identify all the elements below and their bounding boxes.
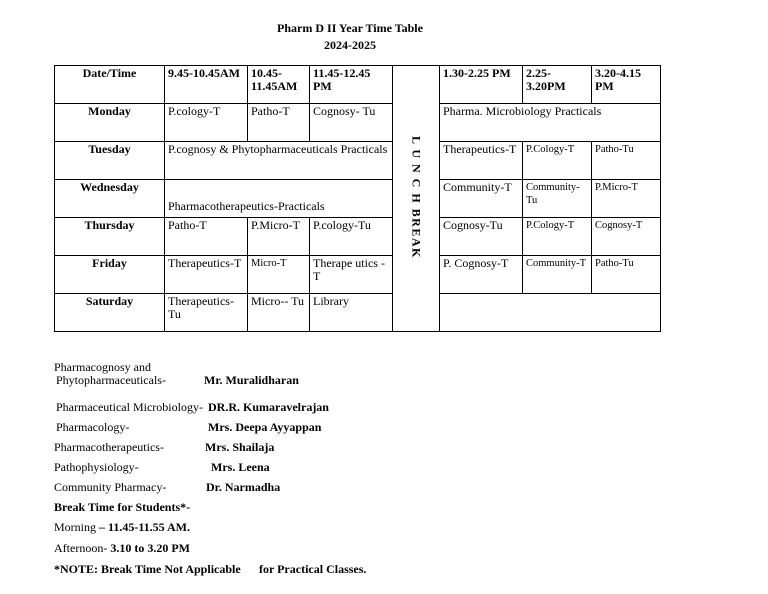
cell: Therapeutics-T: [165, 256, 248, 294]
cell: Cognosy-T: [592, 218, 661, 256]
break-morning-label: Morning: [54, 520, 96, 534]
cell: Patho-Tu: [592, 256, 661, 294]
cell: Patho-T: [248, 104, 310, 142]
faculty-subject: Pharmaceutical Microbiology-: [56, 400, 203, 414]
break-morning: [54, 520, 190, 534]
lunch-break-cell: [393, 66, 440, 332]
cell: P.Micro-T: [248, 218, 310, 256]
cell-empty: [440, 294, 661, 332]
cell: Micro-T: [248, 256, 310, 294]
break-morning-value: – 11.45-11.55 AM.: [99, 520, 191, 534]
faculty-name: Mr. Muralidharan: [204, 373, 299, 387]
cell-am-practical: Pharmacotherapeutics-Practicals: [165, 180, 393, 218]
break-heading: Break Time for Students*-: [54, 500, 191, 514]
table-row-friday: [55, 256, 661, 294]
header-period-5: 2.25-3.20PM: [523, 66, 592, 104]
faculty-name: Mrs. Deepa Ayyappan: [208, 420, 322, 434]
cell: Community-T: [523, 256, 592, 294]
table-row-monday: [55, 104, 661, 142]
header-period-6: 3.20-4.15 PM: [592, 66, 661, 104]
table-row-wednesday: [55, 180, 661, 218]
table-header-row: [55, 66, 661, 104]
cell: Patho-Tu: [592, 142, 661, 180]
cell: P.cology-T: [165, 104, 248, 142]
cell: Community-T: [440, 180, 523, 218]
cell: Patho-T: [165, 218, 248, 256]
cell: Community-Tu: [523, 180, 592, 218]
faculty-subject: Pathophysiology-: [54, 460, 139, 474]
faculty-subject: Pharmacology-: [56, 420, 130, 434]
cell: P.Micro-T: [592, 180, 661, 218]
day-label: Wednesday: [55, 180, 165, 218]
break-note-continued: for Practical Classes.: [259, 562, 367, 576]
day-label: Tuesday: [55, 142, 165, 180]
cell: Therapeutics-Tu: [165, 294, 248, 332]
cell-pm-practical: Pharma. Microbiology Practicals: [440, 104, 661, 142]
cell: Therape utics -T: [310, 256, 393, 294]
timetable: [54, 65, 661, 332]
break-afternoon-label: Afternoon-: [54, 541, 108, 555]
cell: Library: [310, 294, 393, 332]
cell-am-practical: P.cognosy & Phytopharmaceuticals Practicals: [165, 142, 393, 180]
header-period-2: 10.45-11.45AM: [248, 66, 310, 104]
faculty-name: Mrs. Leena: [211, 460, 270, 474]
cell: Therapeutics-T: [440, 142, 523, 180]
header-date-time: Date/Time: [55, 66, 165, 104]
document-title: Pharm D II Year Time Table: [277, 21, 423, 35]
day-label: Thursday: [55, 218, 165, 256]
cell: P.Cology-T: [523, 218, 592, 256]
header-period-3: 11.45-12.45 PM: [310, 66, 393, 104]
cell: Cognosy-Tu: [440, 218, 523, 256]
cell: Micro-- Tu: [248, 294, 310, 332]
table-row-thursday: [55, 218, 661, 256]
day-label: Monday: [55, 104, 165, 142]
day-label: Saturday: [55, 294, 165, 332]
cell: P.cology-Tu: [310, 218, 393, 256]
faculty-subject: Community Pharmacy-: [54, 480, 167, 494]
table-row-tuesday: [55, 142, 661, 180]
header-period-4: 1.30-2.25 PM: [440, 66, 523, 104]
faculty-subject: Pharmacognosy and: [54, 360, 151, 374]
lunch-break-label: L U N C H BREAK: [409, 135, 424, 259]
faculty-name: Mrs. Shailaja: [205, 440, 275, 454]
faculty-subject: Phytopharmaceuticals-: [56, 373, 166, 387]
faculty-name: Dr. Narmadha: [206, 480, 281, 494]
faculty-name: DR.R. Kumaravelrajan: [208, 400, 329, 414]
cell: P. Cognosy-T: [440, 256, 523, 294]
break-note: *NOTE: Break Time Not Applicable: [54, 562, 241, 576]
break-afternoon-value: 3.10 to 3.20 PM: [110, 541, 190, 555]
break-afternoon: [54, 541, 190, 555]
academic-year: 2024-2025: [324, 38, 376, 52]
cell: P.Cology-T: [523, 142, 592, 180]
table-row-saturday: [55, 294, 661, 332]
day-label: Friday: [55, 256, 165, 294]
cell: Cognosy- Tu: [310, 104, 393, 142]
faculty-subject: Pharmacotherapeutics-: [54, 440, 164, 454]
header-period-1: 9.45-10.45AM: [165, 66, 248, 104]
